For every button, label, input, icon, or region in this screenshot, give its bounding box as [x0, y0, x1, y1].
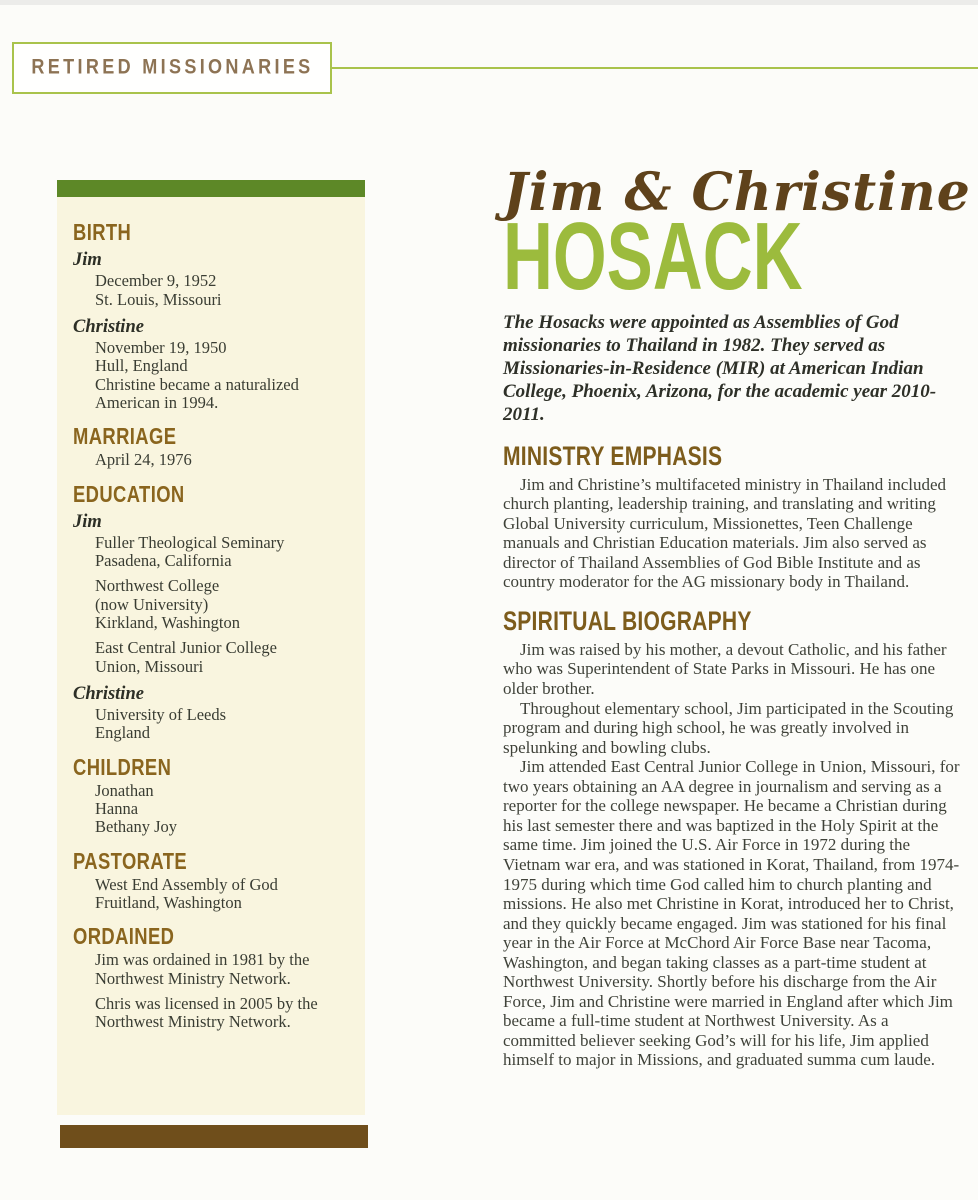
- sidebar-fact-line: Northwest College: [95, 576, 220, 596]
- article-section: [503, 440, 961, 592]
- sidebar-fact-line: England: [95, 723, 150, 743]
- sidebar-fact-line: Pasadena, California: [95, 551, 232, 571]
- sidebar-section-heading: MARRIAGE: [73, 423, 177, 450]
- sidebar-fact-block: [95, 951, 353, 988]
- sidebar-section: [73, 221, 353, 412]
- article-section-heading: SPIRITUAL BIOGRAPHY: [503, 605, 752, 636]
- article-paragraph: Jim and Christine’s multifaceted ministry in Thailand included church planting, leadership training, and translating and writing Global University curriculum, Missionettes, Teen Challenge manuals and Christian Education materials. Jim also served as director of Thailand Assemblies of God Bible Institute and as country moderator for the AG missionary body in Thailand.: [503, 474, 947, 592]
- sidebar-fact-line: West End Assembly of God: [95, 874, 278, 894]
- sidebar-person-label: Jim: [73, 511, 102, 532]
- sidebar-section: [73, 847, 353, 913]
- sidebar-sections: [57, 197, 365, 1032]
- sidebar-fact-block: [95, 339, 353, 412]
- sidebar-fact-block: [95, 272, 353, 309]
- sidebar-fact-line: Fuller Theological Seminary: [95, 532, 285, 552]
- article-paragraph: Jim attended East Central Junior College in Union, Missouri, for two years obtaining an AA degree in journalism and serving as a reporter for the college newspaper. He became a Christian during his last semester there and was baptized in the Holy Spirit at the same time. Jim joined the U.S. Air Force in 1972 during the Vietnam war era, and was stationed in Korat, Thailand, from 1974-1975 during which time God called him to church planting and missions. He also met Christine in Korat, introduced her to Christ, and they quickly became engaged. Jim was stationed for his final year in the Air Force at McChord Air Force Base near Tacoma, Washington, and began taking classes as a part-time student at Northwest University. Shortly before his discharge from the Air Force, Jim and Christine were married in England after which Jim became a full-time student at Northwest University. As a committed believer seeking God’s will for his life, Jim applied himself to major in Missions, and graduated summa cum laude.: [503, 757, 960, 1070]
- sidebar-fact-line: November 19, 1950: [95, 338, 227, 357]
- sidebar-fact-block: [95, 451, 353, 469]
- sidebar-section-heading: ORDAINED: [73, 923, 175, 950]
- sidebar-fact-line: East Central Junior College: [95, 638, 277, 658]
- sidebar-fact-line: Hull, England: [95, 356, 188, 376]
- sidebar-fact-line: Union, Missouri: [95, 656, 204, 676]
- sidebar-section-heading: BIRTH: [73, 219, 132, 245]
- sidebar-section: [73, 925, 353, 1031]
- sidebar-fact-line: Jonathan: [95, 780, 154, 800]
- sidebar-fact-line: Hanna: [95, 799, 139, 819]
- facts-sidebar: [57, 180, 365, 1115]
- sidebar-fact-block: [95, 995, 353, 1032]
- sidebar-bottom-bar: [60, 1125, 368, 1148]
- scan-edge: [0, 0, 978, 5]
- article-paragraph: Jim was raised by his mother, a devout Catholic, and his father who was Superintendent of State Parks in Missouri. He has one older brother.: [503, 639, 947, 699]
- sidebar-fact-block: [95, 876, 353, 913]
- sidebar-fact-line: Christine became a naturalized American in 1994.: [95, 374, 299, 412]
- sidebar-section-heading: PASTORATE: [73, 847, 188, 874]
- sidebar-section: [73, 480, 353, 743]
- main-sections: [503, 440, 961, 1070]
- first-names-title: Jim & Christine: [503, 162, 971, 223]
- sidebar-section-heading: CHILDREN: [73, 753, 172, 780]
- sidebar-section: [73, 753, 353, 837]
- article-section-heading: MINISTRY EMPHASIS: [503, 440, 723, 471]
- sidebar-fact-block: [95, 639, 353, 676]
- article-section: [503, 605, 961, 1070]
- sidebar-fact-block: [95, 782, 353, 837]
- section-eyebrow-label: RETIRED MISSIONARIES: [30, 55, 314, 80]
- sidebar-fact-line: December 9, 1952: [95, 271, 217, 291]
- profile-main: [503, 162, 971, 1070]
- sidebar-section: [73, 425, 353, 469]
- sidebar-person-label: Jim: [73, 250, 102, 270]
- sidebar-fact-line: Chris was licensed in 2005 by the Northwest Ministry Network.: [95, 993, 318, 1032]
- intro-paragraph: The Hosacks were appointed as Assemblies of God missionaries to Thailand in 1982. They served as Missionaries-in-Residence (MIR) at American Indian College, Phoenix, Arizona, for the academic year 2010-2011.: [503, 311, 937, 426]
- sidebar-fact-line: University of Leeds: [95, 705, 227, 725]
- sidebar-fact-block: [95, 706, 353, 743]
- sidebar-top-bar: [57, 180, 365, 197]
- sidebar-fact-line: Fruitland, Washington: [95, 893, 242, 912]
- header-rule: [330, 67, 978, 69]
- sidebar-fact-line: Kirkland, Washington: [95, 613, 241, 632]
- sidebar-section-heading: EDUCATION: [73, 480, 185, 507]
- surname-title: HOSACK: [503, 203, 803, 311]
- sidebar-person-label: Christine: [73, 316, 144, 337]
- sidebar-fact-line: Jim was ordained in 1981 by the Northwest Ministry Network.: [95, 950, 310, 988]
- section-eyebrow-box: [12, 42, 332, 94]
- sidebar-fact-line: April 24, 1976: [95, 450, 192, 470]
- sidebar-fact-line: Bethany Joy: [95, 817, 178, 837]
- sidebar-fact-line: St. Louis, Missouri: [95, 289, 222, 309]
- sidebar-person-label: Christine: [73, 683, 144, 704]
- article-paragraph: Throughout elementary school, Jim participated in the Scouting program and during high school, he was greatly involved in spelunking and bowling clubs.: [503, 698, 954, 757]
- sidebar-fact-block: [95, 577, 353, 632]
- sidebar-fact-line: (now University): [95, 594, 209, 614]
- sidebar-fact-block: [95, 534, 353, 571]
